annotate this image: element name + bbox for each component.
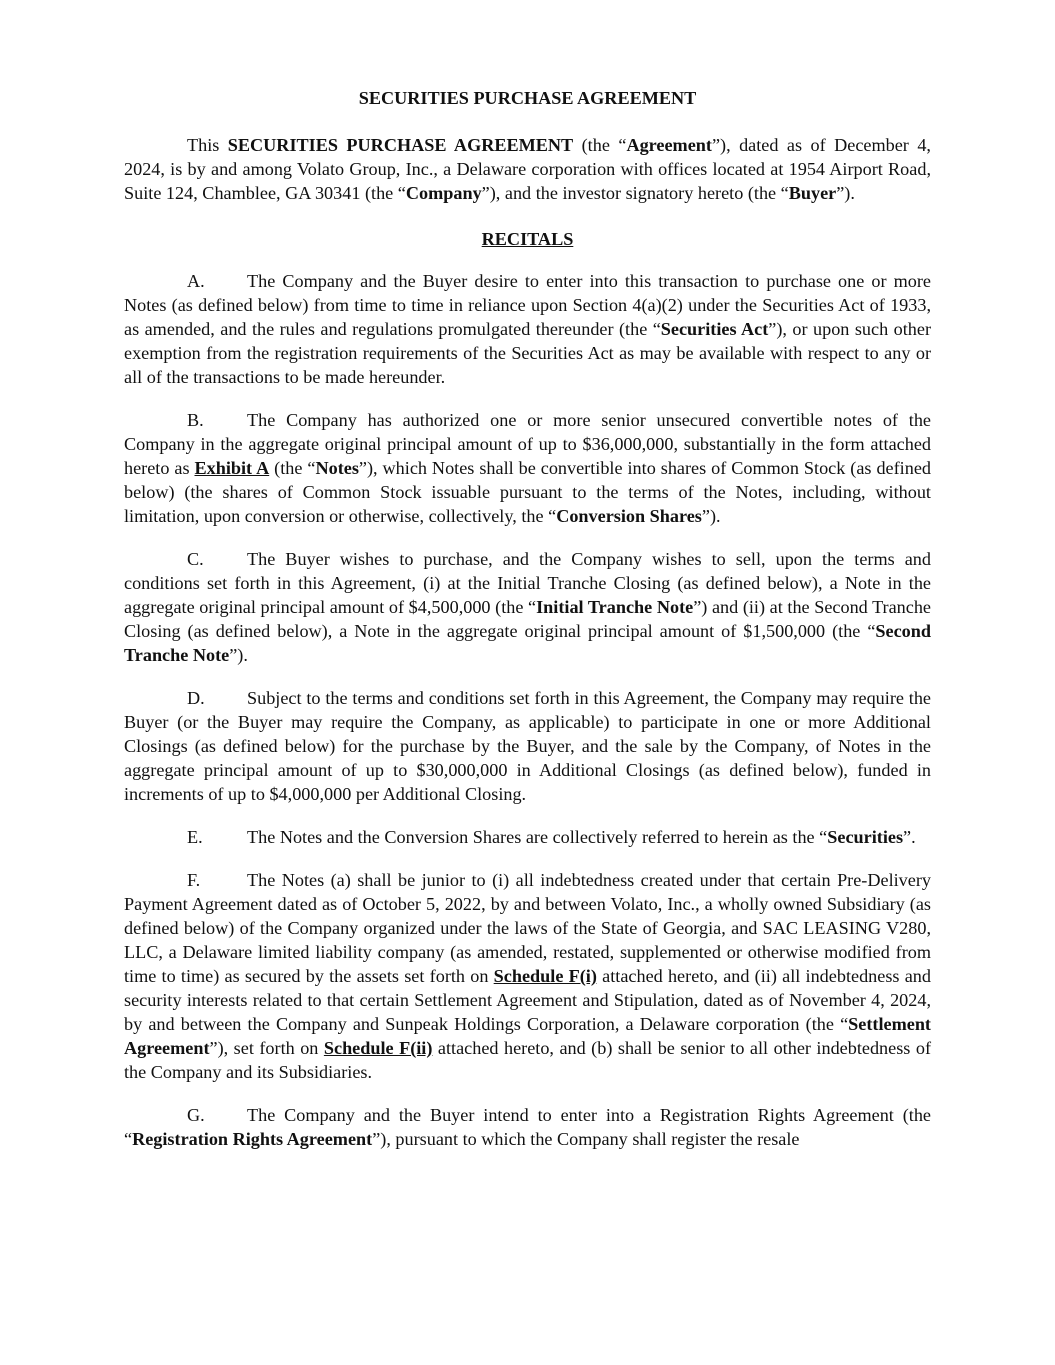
recital-c-term-initial-tranche-note: Initial Tranche Note [536,597,694,617]
recital-f-text-1: The Notes (a) shall be junior to (i) all indebtedness created under that certain Pre-Delivery Payment Agreement dated as of October 5, 2022, by and between Volato, Inc., a wholly owned Subsidiary (as defined below) of the Company organized under the laws of the State of Georgia, and SAC LEASING V280, LLC, a Delaware limited liability company (as amended, restated, supplemented or otherwise modified from time to time) as secured by the assets set forth on [124,870,931,986]
recital-f [124,868,931,1084]
recital-a-text-2: ”), or upon such other exemption from the registration requirements of the Securities Act as may be available with respect to any or all of the transactions to be made hereunder. [124,319,931,387]
recital-b-text-1: The Company has authorized one or more senior unsecured convertible notes of the Company in the aggregate original principal amount of up to $36,000,000, substantially in the form attached hereto as [124,410,931,478]
intro-text-1: This [187,135,228,155]
recital-f-term-settlement-agreement: Settlement Agreement [124,1014,931,1058]
recital-b-label: B. [187,410,204,430]
recital-f-text-3: ”), set forth on [209,1038,324,1058]
intro-text-2: (the “ [573,135,627,155]
recital-d-label: D. [187,688,205,708]
intro-text-4: ”), and the investor signatory hereto (the “ [481,183,789,203]
intro-term-agreement-title: SECURITIES PURCHASE AGREEMENT [227,135,574,155]
document-title: SECURITIES PURCHASE AGREEMENT [358,88,697,108]
recital-f-ref-schedule-f-ii: Schedule F(ii) [323,1038,433,1058]
intro-text-3: ”), dated as of December 4, 2024, is by and among Volato Group, Inc., a Delaware corporation with offices located at 1954 Airport Road, Suite 124, Chamblee, GA 30341 (the “ [124,135,931,203]
recital-f-ref-schedule-f-i: Schedule F(i) [493,966,597,986]
recital-c-text-1: The Buyer wishes to purchase, and the Company wishes to sell, upon the terms and conditions set forth in this Agreement, (i) at the Initial Tranche Closing (as defined below), a Note in the aggregate original principal amount of $4,500,000 (the “ [124,549,931,617]
recital-e-label: E. [187,827,203,847]
recital-b-text-2: (the “ [269,458,316,478]
recital-b [124,408,931,528]
intro-term-agreement: Agreement [626,135,712,155]
recital-c-text-2: ”) and (ii) at the Second Tranche Closing (as defined below), a Note in the aggregate original principal amount of $1,500,000 (the “ [124,597,931,641]
recital-b-term-notes: Notes [315,458,359,478]
recitals-heading: RECITALS [481,229,574,249]
recital-f-text-4: attached hereto, and (b) shall be senior to all other indebtedness of the Company and its Subsidiaries. [124,1038,932,1082]
recital-a-label: A. [187,271,205,291]
recital-a-text-1: The Company and the Buyer desire to enter into this transaction to purchase one or more Notes (as defined below) from time to time in reliance upon Section 4(a)(2) under the Securities Act of 1933, as amended, and the rules and regulations promulgated thereunder (the “ [124,271,931,339]
intro-term-company: Company [405,183,482,203]
intro-paragraph [124,133,931,205]
document-page [124,86,931,1170]
recital-f-text-2: attached hereto, and (ii) all indebtedness and security interests related to that certain Settlement Agreement and Stipulation, dated as of November 4, 2024, by and between the Company and Sunpeak Holdings Corporation, a Delaware corporation (the “ [124,966,931,1034]
recital-e [124,825,931,849]
recital-g-text-1: The Company and the Buyer intend to enter into a Registration Rights Agreement (the “ [124,1105,931,1149]
recital-d [124,686,931,806]
recital-g [124,1103,931,1151]
recital-c-label: C. [187,549,204,569]
recital-e-text-2: ”. [903,827,916,847]
recital-a-term-securities-act: Securities Act [660,319,769,339]
recital-b-term-conversion-shares: Conversion Shares [556,506,702,526]
recital-g-text-2: ”), pursuant to which the Company shall register the resale [372,1129,800,1149]
recital-e-text-1: The Notes and the Conversion Shares are collectively referred to herein as the “ [247,827,828,847]
recital-b-text-3: ”), which Notes shall be convertible into shares of Common Stock (as defined below) (the shares of Common Stock issuable pursuant to the terms of the Notes, including, without limitation, upon conversion or otherwise, collectively, the “ [124,458,931,526]
recital-f-label: F. [187,870,201,890]
recital-g-term-registration-rights-agreement: Registration Rights Agreement [132,1129,373,1149]
intro-term-buyer: Buyer [788,183,837,203]
intro-text-5: ”). [836,183,855,203]
recital-b-text-4: ”). [701,506,721,526]
recital-c-text-3: ”). [229,645,248,665]
recital-a [124,269,931,389]
recital-b-ref-exhibit-a: Exhibit A [194,458,270,478]
recital-e-term-securities: Securities [827,827,904,847]
recital-d-text-1: Subject to the terms and conditions set forth in this Agreement, the Company may require the Buyer (or the Buyer may require the Company, as applicable) to participate in one or more Additional Closings (as defined below) for the purchase by the Buyer, and the sale by the Company, of Notes in the aggregate principal amount of up to $30,000,000 in Additional Closings (as defined below), funded in increments of up to $4,000,000 per Additional Closing. [124,688,931,804]
recital-g-label: G. [187,1105,205,1125]
recital-c [124,547,931,667]
recital-c-term-second-tranche-note: Second Tranche Note [124,621,931,665]
